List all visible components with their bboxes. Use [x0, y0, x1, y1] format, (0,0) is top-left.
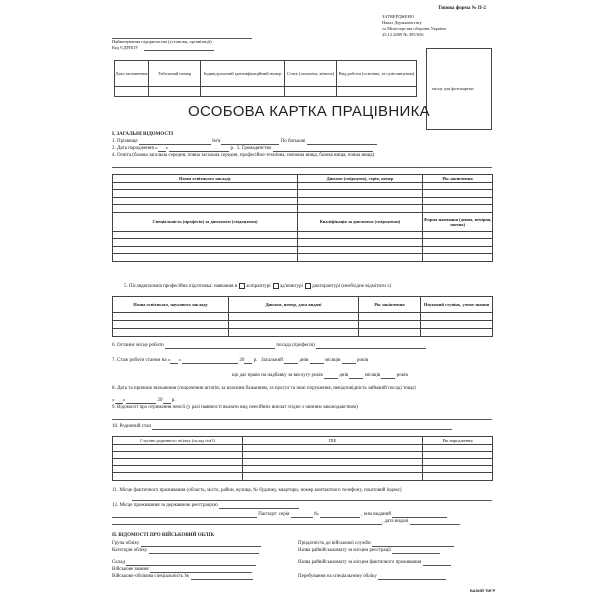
military-composition [112, 560, 256, 566]
dismissal-year-suffix: р. [171, 398, 176, 403]
birthdate-quote: » [165, 146, 169, 151]
table-header: Рік народження [423, 437, 493, 445]
adjunktura-checkbox[interactable] [273, 283, 279, 289]
experience-days: днів [299, 358, 309, 363]
top-info-table [114, 60, 417, 97]
postgrad-line [124, 283, 391, 290]
table-header: Диплом (свідоцтво), серія, номер [298, 175, 423, 183]
seniority-years: років [396, 373, 408, 378]
table-header: Спеціальність (професія) за дипломом (свідоцтвом) [113, 212, 298, 231]
section-1-heading: І. ЗАГАЛЬНІ ВІДОМОСТІ [112, 132, 174, 137]
passport-date-line [112, 519, 460, 525]
experience-total-label: Загальний [261, 358, 283, 363]
registration-line [112, 503, 299, 509]
aspirantura-checkbox[interactable] [239, 283, 245, 289]
patronymic-label: По батькові [280, 139, 306, 144]
education-label: 4. Освіта (базова загальна середня, повна загальна середня, професійно-технічна, неповна вища, базова вища, повна вища) [112, 153, 375, 158]
education-table [112, 174, 493, 262]
table-header: Дата заповнення [115, 61, 149, 87]
seniority-label: що дає право на надбавку за вислугу років [232, 373, 323, 378]
table-header: Індивідуальний ідентифікаційний номер [201, 61, 285, 87]
brand-logo: БАЗИЙ ТИГР [470, 588, 496, 593]
dismissal-quote-close: » [122, 398, 125, 403]
military-category-label: Категорія обліку [112, 548, 148, 553]
experience-year: 20 [239, 358, 245, 363]
org-name-label: Найменування підприємства (установи, організації) [112, 39, 212, 44]
position-label: посада (професія) [276, 343, 315, 348]
table-header: Назва освітнього закладу [113, 175, 298, 183]
table-header: Кваліфікація за дипломом (свідоцтвом) [298, 212, 423, 231]
experience-quote: » [178, 358, 181, 363]
surname-line [112, 139, 377, 145]
table-header: Форма навчання (денна, вечірня, заочна) [423, 212, 493, 231]
passport-issuer-label: , ким виданий [361, 512, 392, 517]
seniority-line [232, 373, 408, 379]
postgrad-label: 5. Післядипломна професійна підготовка: навчання в [124, 284, 238, 290]
doktorantura-label: докторантурі (необхідне відмітити х) [312, 284, 392, 290]
experience-year-suffix: р. [253, 358, 258, 363]
military-fitness [298, 541, 454, 547]
approved-line-2: Наказ Держкомстату [382, 20, 422, 25]
seniority-months: місяців [364, 373, 381, 378]
document-page [84, 0, 508, 600]
table-header: Ступінь родинного зв'язку (склад сім'ї) [113, 437, 243, 445]
special-registration-label: Перебування на спеціальному обліку [298, 574, 377, 579]
special-registration [298, 574, 446, 580]
citizenship-label: 3. Громадянство [236, 146, 272, 151]
table-header: Науковий ступінь, учене звання [421, 297, 493, 313]
last-job-line [112, 343, 426, 349]
photo-label: місце для фотокартки [432, 86, 474, 91]
table-header: Рік закінчення [423, 175, 493, 183]
dismissal-label: 8. Дата та причина звільнення (скорочення штатів; за власним бажанням, за прогул та інші порушення, невідповідність займаній посаді тощо) [112, 386, 416, 391]
military-composition-label: Склад [112, 560, 126, 565]
year-suffix: р. [230, 146, 235, 151]
experience-months: місяців [324, 358, 341, 363]
military-office-registration [298, 548, 440, 554]
pension-label: 9. Відомості про отримання пенсії (у разі наявності вказати вид пенсійних виплат згідно з чинним законодавством) [112, 405, 358, 410]
page-title: ОСОБОВА КАРТКА ПРАЦІВНИКА [188, 103, 430, 120]
table-header: Назва освітнього, наукового закладу [113, 297, 229, 313]
last-job-label: 6. Останнє місце роботи [112, 343, 164, 348]
military-fitness-label: Придатність до військової служби [298, 541, 371, 546]
birthdate-label: 2. Дата народження « [112, 146, 158, 151]
aspirantura-label: аспірантурі [246, 284, 271, 290]
military-office-residence-label: Назва райвійськкомату за місцем фактичного проживання [298, 560, 422, 565]
postgrad-table [112, 296, 493, 337]
approved-line-3: та Міністерства оборони України [382, 26, 446, 31]
dismissal-date-line [112, 398, 176, 404]
dismissal-quote-open: « [112, 398, 115, 403]
passport-series-label: Паспорт: серія [258, 512, 290, 517]
registration-label: 12. Місце проживання за державною реєстрацією [112, 503, 218, 508]
firstname-label: Ім'я [212, 139, 221, 144]
military-office-residence [298, 560, 451, 566]
form-label: Типова форма № П-2 [438, 6, 486, 11]
passport-line [112, 512, 447, 518]
military-category [112, 548, 259, 554]
family-status-line [112, 424, 452, 430]
table-header: Вид роботи (основна, за сумісництвом) [337, 61, 417, 87]
military-office-registration-label: Назва райвійськкомату за місцем реєстрації [298, 548, 392, 553]
table-header: Табельний номер [149, 61, 201, 87]
table-header: ПІБ [243, 437, 423, 445]
surname-label: 1. Прізвище [112, 139, 138, 144]
passport-number-label: № [313, 512, 319, 517]
doktorantura-checkbox[interactable] [305, 283, 311, 289]
family-status-label: 10. Родинний стан [112, 424, 152, 429]
edrpou-label: Код ЄДРПОУ [112, 45, 139, 50]
approved-line-1: ЗАТВЕРДЖЕНО [382, 14, 415, 19]
military-group [112, 541, 261, 547]
passport-date-label: , дата видачі [382, 519, 409, 524]
residence-label: 11. Місце фактичного проживання (область, місто, район, вулиця, № будинку, квартири, номер контактного телефону, поштовий індекс) [112, 488, 402, 493]
military-rank-label: Військове звання [112, 567, 149, 572]
table-header: Диплом, номер, дата видачі [229, 297, 359, 313]
seniority-days: днів [339, 373, 349, 378]
military-specialty [112, 574, 253, 580]
table-header: Стать (чоловіча, жіноча) [285, 61, 337, 87]
table-header: Рік закінчення [359, 297, 421, 313]
dismissal-year: 20 [157, 398, 163, 403]
birthdate-line [112, 146, 373, 152]
experience-years: років [356, 358, 369, 363]
section-2-heading: ІІ. ВІДОМОСТІ ПРО ВІЙСЬКОВИЙ ОБЛІК [112, 533, 215, 538]
military-group-label: Група обліку [112, 541, 140, 546]
military-specialty-label: Військово-облікова спеціальність № [112, 574, 190, 579]
adjunktura-label: ад'юнктурі [279, 284, 303, 290]
military-rank [112, 567, 252, 573]
approved-line-4: 25.12.2009 № 495/656 [382, 32, 424, 37]
experience-line [112, 358, 368, 364]
experience-label: 7. Стаж роботи станом на « [112, 358, 171, 363]
family-table [112, 436, 493, 481]
